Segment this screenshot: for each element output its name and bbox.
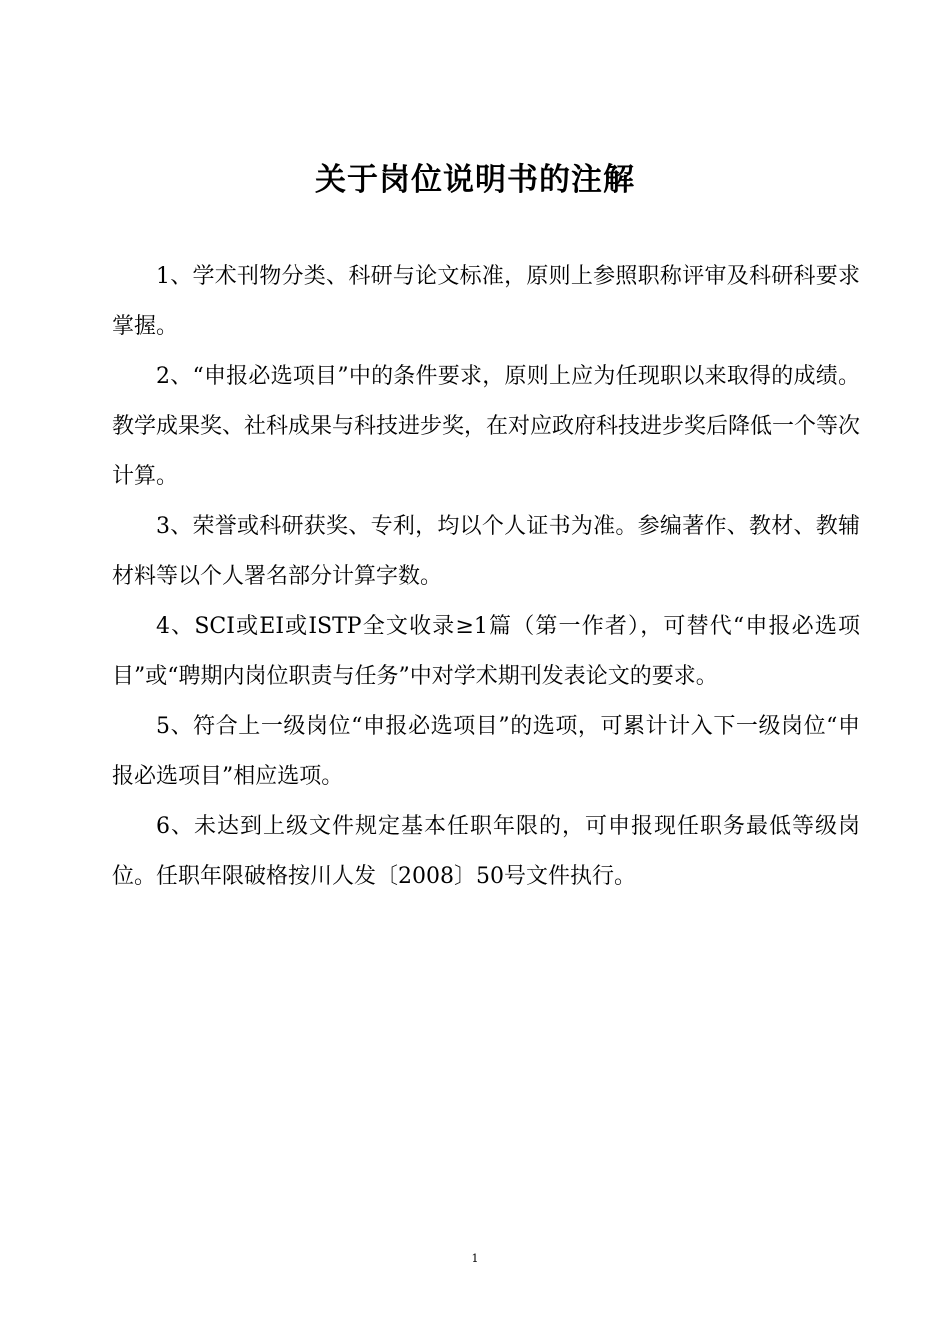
note-item-5: 5、符合上一级岗位“申报必选项目”的选项，可累计计入下一级岗位“申报必选项目”相应选项。: [112, 714, 860, 789]
note-item-4: 4、SCI或EI或ISTP全文收录≥1篇（第一作者），可替代“申报必选项目”或“聘期内岗位职责与任务”中对学术期刊发表论文的要求。: [112, 614, 860, 689]
page-number: 1: [471, 1252, 479, 1265]
notes-list: [112, 252, 860, 902]
document-title: 关于岗位说明书的注解: [315, 162, 635, 198]
note-item-6: 6、未达到上级文件规定基本任职年限的，可申报现任职务最低等级岗位。任职年限破格按川人发〔2008〕50号文件执行。: [112, 814, 860, 889]
note-item-3: 3、荣誉或科研获奖、专利，均以个人证书为准。参编著作、教材、教辅材料等以个人署名部分计算字数。: [112, 514, 860, 589]
note-item-2: 2、“申报必选项目”中的条件要求，原则上应为任现职以来取得的成绩。教学成果奖、社科成果与科技进步奖，在对应政府科技进步奖后降低一个等次计算。: [112, 364, 861, 489]
note-item-1: 1、学术刊物分类、科研与论文标准，原则上参照职称评审及科研科要求掌握。: [112, 264, 860, 339]
